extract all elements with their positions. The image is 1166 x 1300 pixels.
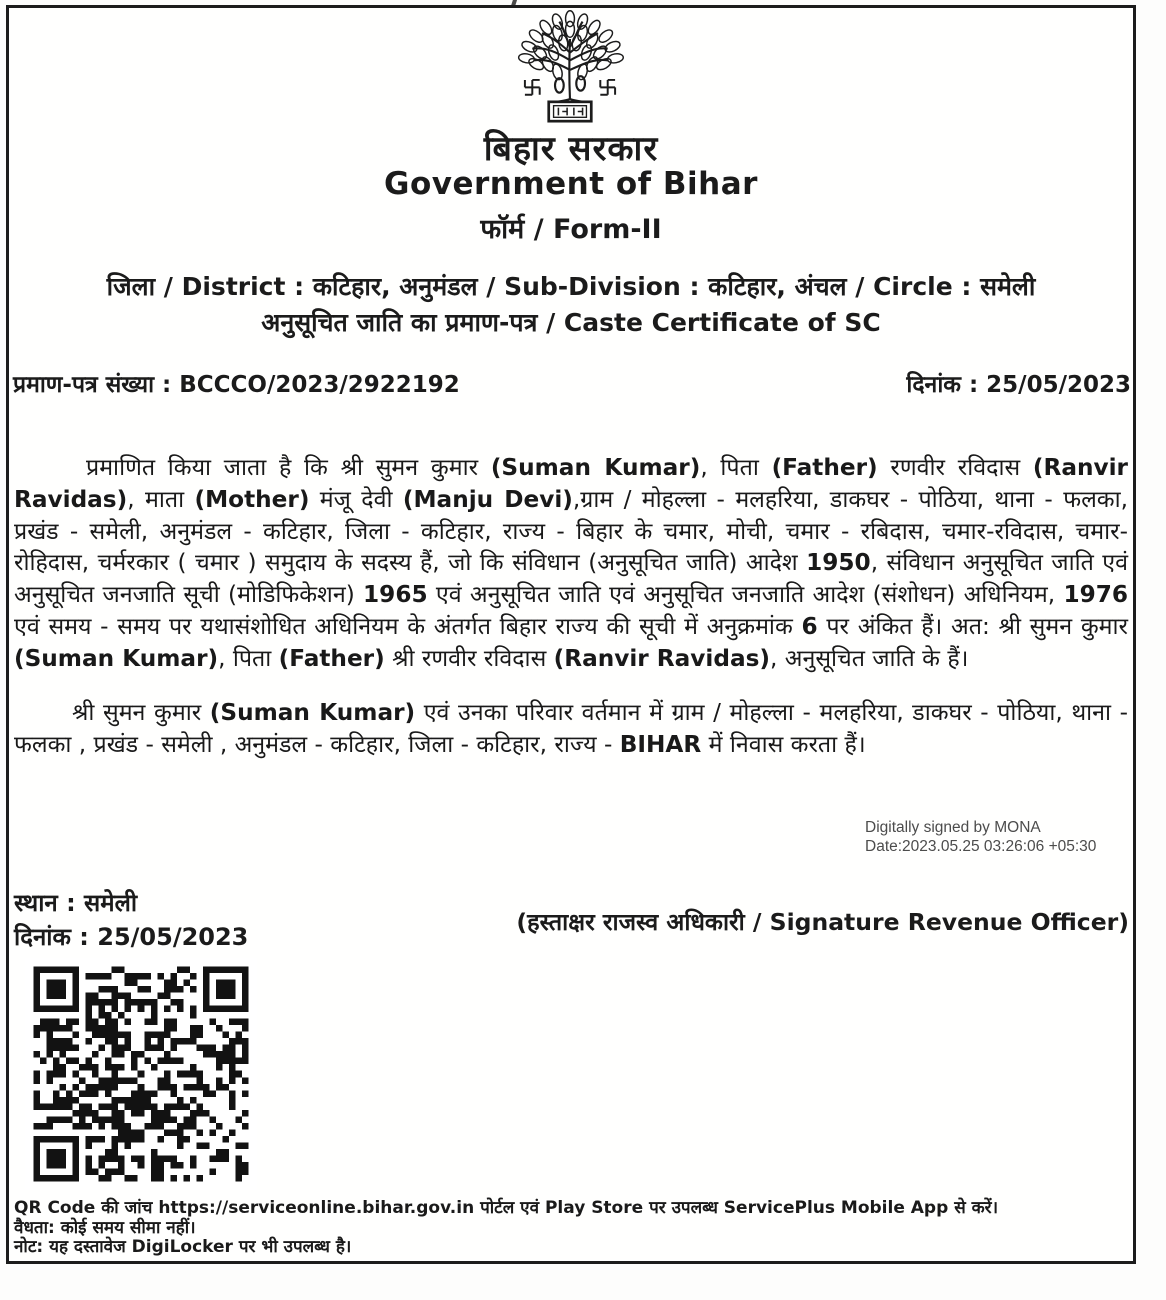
footer-digilocker-note: नोट: यह दस्तावेज DigiLocker पर भी उपलब्ध है।	[14, 1237, 352, 1257]
footer-qr-verification-note: QR Code की जांच https://serviceonline.bihar.gov.in पोर्टल एवं Play Store पर उपलब्ध ServicePlus Mobile App से करें।	[14, 1198, 999, 1218]
digital-signature-date: Date:2023.05.25 03:26:06 +05:30	[865, 838, 1097, 855]
form-number-line: फॉर्म / Form-II	[480, 214, 662, 245]
digital-signature-signer: Digitally signed by MONA	[865, 819, 1041, 836]
swastika-right-icon	[600, 80, 615, 95]
footer-validity-note: वैधता: कोई समय सीमा नहीं।	[14, 1217, 196, 1238]
signature-revenue-officer-line: (हस्ताक्षर राजस्व अधिकारी / Signature Revenue Officer)	[516, 908, 1129, 936]
digital-signature-stamp	[865, 818, 1135, 856]
certificate-meta-row	[13, 367, 1131, 399]
bihar-government-emblem-icon	[495, 10, 645, 126]
place-date-block	[14, 886, 248, 954]
date-line: दिनांक : 25/05/2023	[14, 923, 249, 951]
issue-date: दिनांक : 25/05/2023	[906, 372, 1131, 398]
certificate-number: प्रमाण-पत्र संख्या : BCCCO/2023/2922192	[13, 372, 460, 398]
certificate-body-paragraph-2: श्री सुमन कुमार (Suman Kumar) एवं उनका परिवार वर्तमान में ग्राम / मोहल्ला - मलहरिया, डाकघर - पोठिया, थाना - फलका , प्रखंड - समेली , अनुमंडल - कटिहार, जिला - कटिहार, राज्य - BIHAR में निवास करता हैं।	[14, 699, 1129, 758]
government-title-english: Government of Bihar	[384, 166, 758, 202]
certificate-border-frame	[6, 5, 1136, 1264]
verification-qr-code	[25, 958, 257, 1190]
certificate-body-paragraph-1: प्रमाणित किया जाता है कि श्री सुमन कुमार (Suman Kumar), पिता (Father) रणवीर रविदास (Ranvir Ravidas), माता (Mother) मंजू देवी (Manju Devi),ग्राम / मोहल्ला - मलहरिया, डाकघर - पोठिया, थाना - फलका, प्रखंड - समेली, अनुमंडल - कटिहार, जिला - कटिहार, राज्य - बिहार के चमार, मोची, चमार - रबिदास, चमार-रविदास, चमार- रोहिदास, चर्मरकार ( चमार ) समुदाय के सदस्य हैं, जो कि संविधान (अनुसूचित जाति) आदेश 1950, संविधान अनुसूचित जाति एवं अनुसूचित जनजाति सूची (मोडिफिकेशन) 1965 एवं अनुसूचित जाति एवं अनुसूचित जनजाति आदेश (संशोधन) अधिनियम, 1976 एवं समय - समय पर यथासंशोधित अधिनियम के अंतर्गत बिहार राज्य की सूची में अनुक्रमांक 6 पर अंकित हैं। अत: श्री सुमन कुमार (Suman Kumar), पिता (Father) श्री रणवीर रविदास (Ranvir Ravidas), अनुसूचित जाति के हैं।	[14, 454, 1128, 672]
footer-notes	[14, 1199, 1124, 1258]
swastika-left-icon	[525, 80, 540, 95]
certificate-title: अनुसूचित जाति का प्रमाण-पत्र / Caste Certificate of SC	[261, 308, 881, 337]
government-title-hindi: बिहार सरकार	[483, 129, 659, 169]
qr-code-image	[25, 958, 257, 1190]
district-subdivision-circle-line: जिला / District : कटिहार, अनुमंडल / Sub-Division : कटिहार, अंचल / Circle : समेली	[106, 272, 1036, 301]
emblem-plinth-icon	[549, 102, 592, 121]
place-line: स्थान : समेली	[14, 889, 138, 917]
